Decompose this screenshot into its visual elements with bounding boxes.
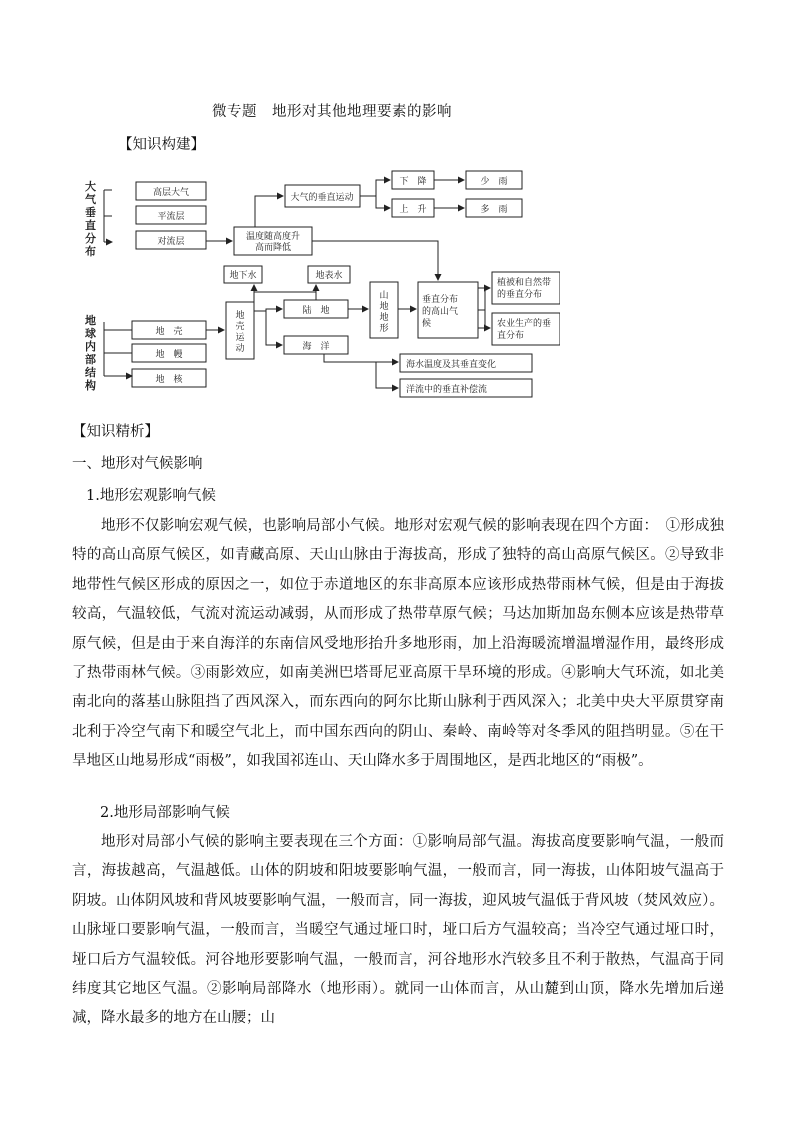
label-atmo-1: 气 [85,193,96,206]
paragraph-macro: 地形不仅影响宏观气候，也影响局部小气候。地形对宏观气候的影响表现在四个方面： ①形成独特的高山高原气候区，如青藏高原、天山山脉由于海拔高，形成了独特的高山高原气候区。②导致非地带性气候区形成的原因之一，如位于赤道地区的东非高原本应该形成热带雨林气候，但是由于海拔较高，气温较低，气流对流运动减弱，从而形成了热带草原气候；马达加斯加岛东侧本应该是热带草原气候，但是由于来自海洋的东南信风受地形抬升多地形雨，加上沿海暖流增温增湿作用，最终形成了热带雨林气候。③雨影效应，如南美洲巴塔哥尼亚高原干旱环境的形成。④影响大气环流，如北美南北向的落基山脉阻挡了西风深入，而东西向的阿尔比斯山脉利于西风深入；北美中央大平原贯穿南北利于冷空气南下和暖空气北上，而中国东西向的阴山、秦岭、南岭等对冬季风的阻挡明显。⑤在干旱地区山地易形成“雨极”，如我国祁连山、天山降水多于周围地区，是西北地区的“雨极”。 [72,518,724,770]
box-core: 地 核 [155,375,183,385]
box-alpine-2: 候 [422,319,432,329]
box-mountain-2: 地 [379,313,389,323]
knowledge-diagram [80,162,560,407]
box-stratosphere: 平流层 [157,212,185,222]
box-ocean-current: 洋流中的垂直补偿流 [406,385,488,395]
box-vertical-motion: 大气的垂直运动 [290,193,354,203]
section-knowledge-build: 【知识构建】 [118,137,205,153]
label-atmo-4: 分 [85,232,96,245]
box-alpine-0: 垂直分布 [422,295,459,305]
label-atmo-3: 直 [85,219,96,232]
box-crust: 地 壳 [155,327,183,337]
box-alpine-1: 的高山气 [422,307,459,317]
box-land: 陆 地 [302,306,330,316]
label-atmo-0: 大 [85,180,96,193]
box-crust-motion-1: 壳 [235,322,245,332]
box-groundwater: 地下水 [229,271,257,281]
box-mountain-0: 山 [379,291,389,301]
box-crust-motion-3: 动 [235,344,245,354]
heading-terrain-climate: 一、地形对气候影响 [72,456,203,472]
box-upper-atmo: 高层大气 [152,188,190,198]
label-earth-0: 地 [85,314,96,327]
box-sea-temp: 海水温度及其垂直变化 [406,360,497,370]
label-earth-1: 球 [85,327,96,340]
box-crust-motion-2: 运 [235,333,245,343]
label-atmo-2: 垂 [85,206,96,219]
box-mountain-1: 地 [379,302,389,312]
box-temp-line1: 温度随高度升 [245,232,301,242]
label-earth-5: 构 [85,379,96,392]
box-down: 下 降 [399,177,427,187]
section-knowledge-analysis: 【知识精析】 [72,424,159,440]
box-vegetation-0: 植被和自然带 [497,278,552,288]
page-title: 微专题 地形对其他地理要素的影响 [212,104,452,120]
label-earth-2: 内 [85,340,96,353]
box-crust-motion-0: 地 [235,311,245,321]
box-temp-line2: 高而降低 [254,243,292,253]
box-less-rain: 少 雨 [480,177,508,187]
box-agriculture-0: 农业生产的垂 [497,319,552,329]
box-up: 上 升 [399,205,427,215]
box-surface-water: 地表水 [315,271,343,281]
box-mountain-3: 形 [379,324,389,334]
box-more-rain: 多 雨 [480,205,508,215]
label-atmo-5: 布 [85,245,96,258]
box-ocean: 海 洋 [302,342,330,352]
box-mantle: 地 幔 [155,350,183,360]
paragraph-local: 地形对局部小气候的影响主要表现在三个方面：①影响局部气温。海拔高度要影响气温，一般而言，海拔越高，气温越低。山体的阴坡和阳坡要影响气温，一般而言，同一海拔，山体阳坡气温高于阴坡。山体阴风坡和背风坡要影响气温，一般而言，同一海拔，迎风坡气温低于背风坡（焚风效应）。山脉垭口要影响气温，一般而言，当暖空气通过垭口时，垭口后方气温较高；当冷空气通过垭口时，垭口后方气温较低。河谷地形要影响气温，一般而言，河谷地形水汽较多且不利于散热，气温高于同纬度其它地区气温。②影响局部降水（地形雨）。就同一山体而言，从山麓到山顶，降水先增加后递减，降水最多的地方在山腰；山 [72,834,724,1027]
box-vegetation-1: 的垂直分布 [497,290,543,300]
box-troposphere: 对流层 [157,237,185,247]
label-earth-4: 结 [85,366,96,379]
box-agriculture-1: 直分布 [497,331,525,341]
subheading-local: 2.地形局部影响气候 [100,805,230,821]
label-earth-3: 部 [85,353,96,366]
subheading-macro: 1.地形宏观影响气候 [86,488,216,504]
